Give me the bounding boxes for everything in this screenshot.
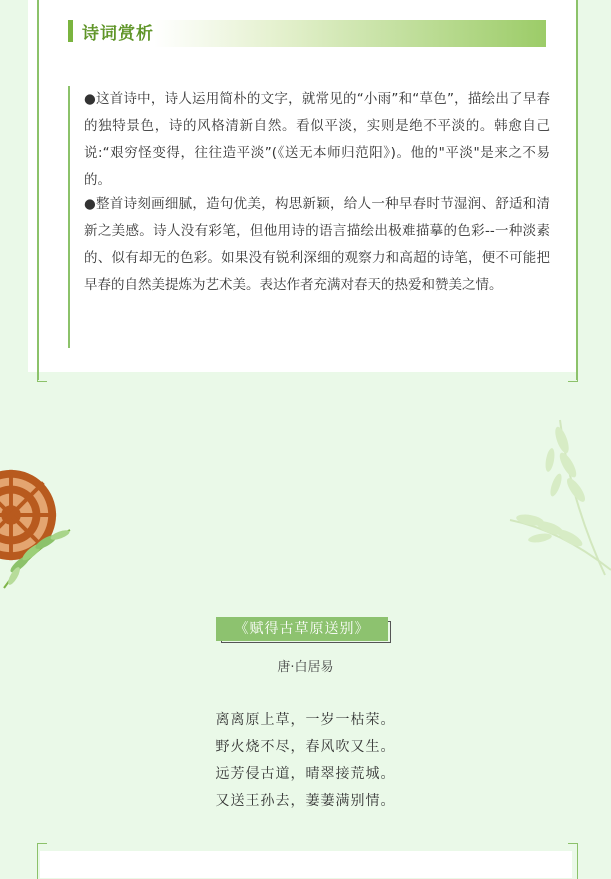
corner-bracket-bottom-left (37, 372, 47, 382)
section-title-accent (68, 20, 73, 42)
paragraph-side-line (68, 86, 70, 348)
poem-line-1: 离离原上草，一岁一枯荣。 (215, 712, 396, 728)
next-card (40, 851, 572, 878)
corner-bracket-bottom-right (568, 372, 578, 382)
section-title: 诗词赏析 (82, 24, 154, 44)
analysis-paragraph-2: ●整首诗刻画细腻，造句优美，构思新颖，给人一种早春时节湿润、舒适和清新之美感。诗人没有彩笔，但他用诗的语言描绘出极难描摹的色彩--一种淡素的、似有却无的色彩。如果没有锐利深细的观察力和高超的诗笔，便不可能把早春的自然美提炼为艺术美。表达作者充满对春天的热爱和赞美之情。 (84, 196, 550, 293)
corner-bracket-top-left (37, 843, 47, 879)
poem-line-4: 又送王孙去，萋萋满别情。 (215, 793, 396, 809)
wheat-icon (0, 490, 80, 590)
poem-title: 《赋得古草原送别》 (234, 621, 370, 637)
poem-line-2: 野火烧不尽，春风吹又生。 (215, 739, 396, 755)
wheat-icon (500, 410, 611, 580)
corner-bracket-top-right (568, 843, 578, 879)
analysis-paragraph-1: ●这首诗中，诗人运用简朴的文字，就常见的“小雨”和“草色”，描绘出了早春的独特景色，诗的风格清新自然。看似平淡，实则是绝不平淡的。韩愈自己说:“艰穷怪变得，往往造平淡”(《送无本师归范阳》)。他的"平淡"是来之不易的。 (84, 91, 550, 188)
card-right-border (576, 0, 578, 380)
poem-line-3: 远芳侵古道，晴翠接荒城。 (215, 766, 396, 782)
poem-author: 唐·白居易 (277, 660, 334, 675)
card-left-border (37, 0, 39, 380)
